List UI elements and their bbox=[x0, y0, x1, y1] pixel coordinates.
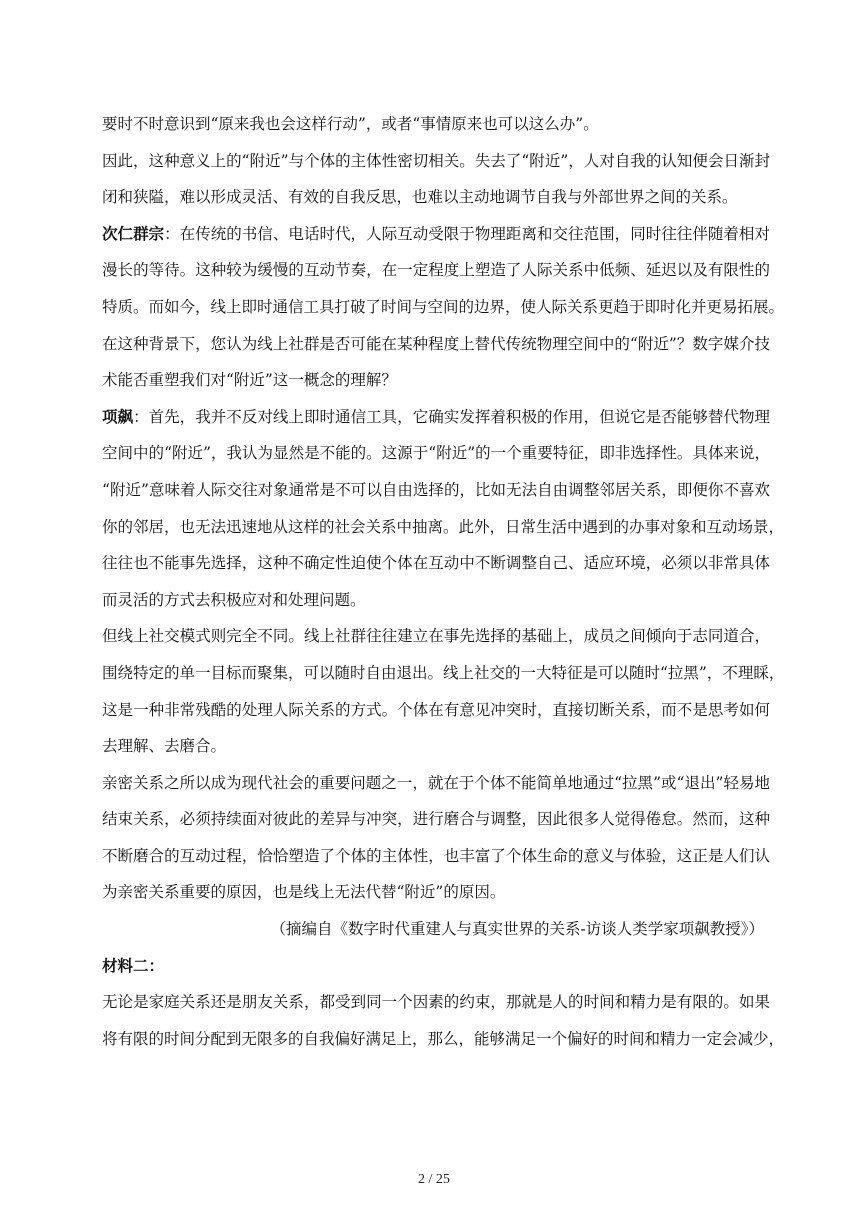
text-line: 你的邻居，也无法迅速地从这样的社会关系中抽离。此外，日常生活中遇到的办事对象和互动场景， bbox=[102, 517, 785, 536]
page-content bbox=[102, 106, 785, 1057]
text-line: 但线上社交模式则完全不同。线上社群往往建立在事先选择的基础上，成员之间倾向于志同道合， bbox=[102, 627, 770, 646]
section-heading: 材料二： bbox=[102, 955, 165, 975]
text-line: 不断磨合的互动过程，恰恰塑造了个体的主体性，也丰富了个体生命的意义与体验，这正是人们认 bbox=[102, 846, 770, 865]
text-line: 漫长的等待。这种较为缓慢的互动节奏，在一定程度上塑造了人际关系中低频、延迟以及有限性的 bbox=[102, 261, 770, 280]
speaker-name: 次仁群宗 bbox=[102, 223, 165, 243]
text-line: 而灵活的方式去积极应对和处理问题。 bbox=[102, 590, 366, 609]
text-span: ：在传统的书信、电话时代，人际互动受限于物理距离和交往范围，同时往往伴随着相对 bbox=[164, 224, 770, 243]
text-line: 术能否重塑我们对“附近”这一概念的理解？ bbox=[102, 371, 397, 390]
text-line bbox=[102, 216, 770, 253]
page-number: 2 / 25 bbox=[418, 1172, 450, 1187]
text-line: 亲密关系之所以成为现代社会的重要问题之一，就在于个体不能简单地通过“拉黑”或“退出”轻易地 bbox=[102, 773, 770, 792]
text-line: 要时不时意识到“原来我也会这样行动”，或者“事情原来也可以这么办”。 bbox=[102, 115, 599, 133]
source-citation: （摘编自《数字时代重建人与真实世界的关系-访谈人类学家项飙教授》） bbox=[270, 920, 764, 939]
text-line: 结束关系，必须持续面对彼此的差异与冲突，进行磨合与调整，因此很多人觉得倦怠。然而，这种 bbox=[102, 810, 770, 829]
text-line: 将有限的时间分配到无限多的自我偏好满足上，那么，能够满足一个偏好的时间和精力一定会减少， bbox=[102, 1029, 785, 1048]
text-line: 围绕特定的单一目标而聚集，可以随时自由退出。线上社交的一大特征是可以随时“拉黑”，不理睬， bbox=[102, 663, 785, 682]
text-line: 空间中的“附近”，我认为显然是不能的。这源于“附近”的一个重要特征，即非选择性。具体来说， bbox=[102, 444, 770, 463]
text-span: ：首先，我并不反对线上即时通信工具，它确实发挥着积极的作用，但说它是否能够替代物理 bbox=[133, 407, 770, 426]
text-line: 特质。而如今，线上即时通信工具打破了时间与空间的边界，使人际关系更趋于即时化并更易拓展。 bbox=[102, 297, 785, 316]
text-line: 因此，这种意义上的“附近”与个体的主体性密切相关。失去了“附近”，人对自我的认知便会日渐封 bbox=[102, 151, 770, 170]
text-line: 去理解、去磨合。 bbox=[102, 737, 227, 756]
text-line: 在这种背景下，您认为线上社群是否可能在某种程度上替代传统物理空间中的“附近”？数字媒介技 bbox=[102, 334, 770, 353]
speaker-name: 项飙 bbox=[102, 406, 134, 426]
text-line: 闭和狭隘，难以形成灵活、有效的自我反思，也难以主动地调节自我与外部世界之间的关系。 bbox=[102, 188, 738, 207]
text-line: 为亲密关系重要的原因，也是线上无法代替“附近”的原因。 bbox=[102, 883, 506, 902]
text-line: 这是一种非常残酷的处理人际关系的方式。个体在有意见冲突时，直接切断关系，而不是思考如何 bbox=[102, 700, 770, 719]
text-line: “附近”意味着人际交往对象通常是不可以自由选择的，比如无法自由调整邻居关系，即便你不喜欢 bbox=[102, 480, 770, 499]
text-line: 无论是家庭关系还是朋友关系，都受到同一个因素的约束，那就是人的时间和精力是有限的。如果 bbox=[102, 993, 770, 1012]
text-line bbox=[102, 399, 770, 436]
text-line: 往往也不能事先选择，这种不确定性迫使个体在互动中不断调整自己、适应环境，必须以非常具体 bbox=[102, 554, 770, 573]
